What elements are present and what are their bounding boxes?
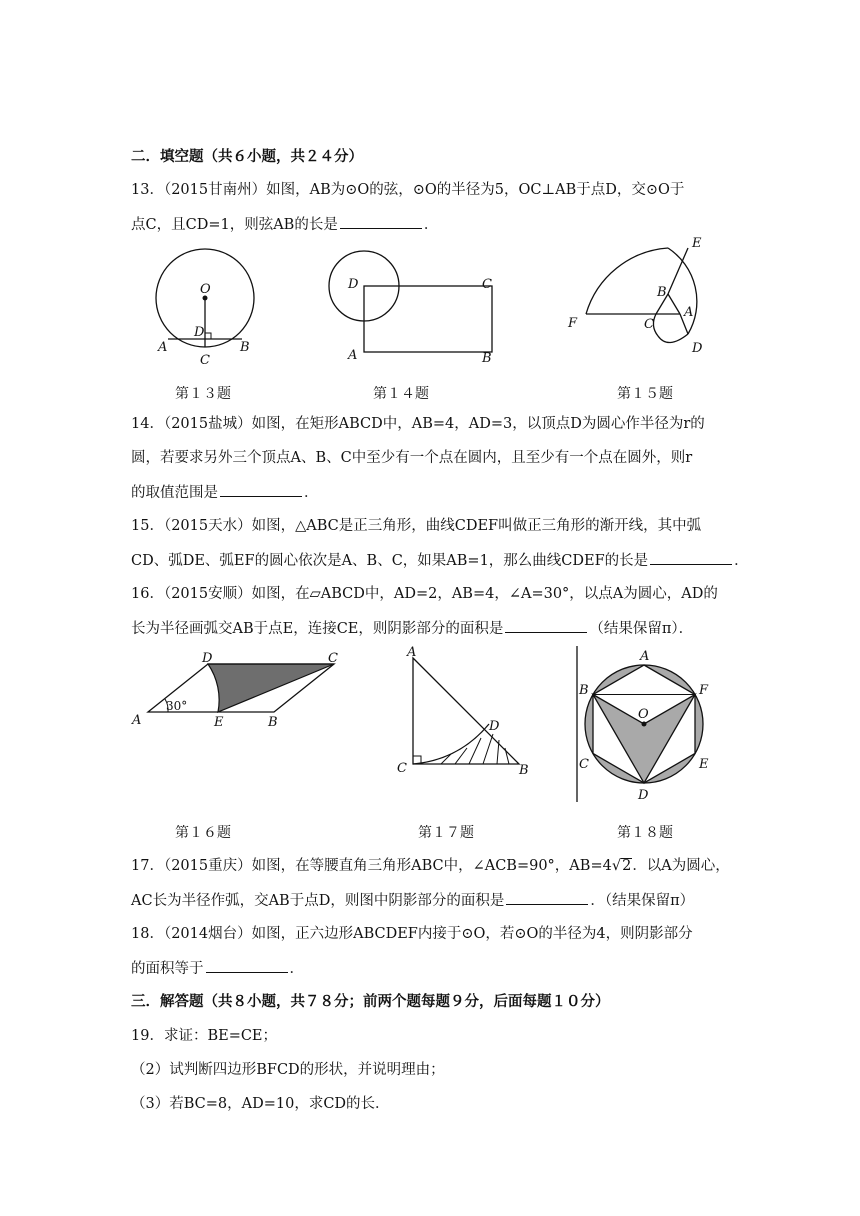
question-15-line-2 <box>131 550 749 571</box>
center-o <box>642 722 647 727</box>
figure-17-right-triangle <box>393 642 533 780</box>
label-e: E <box>699 757 709 772</box>
caption-figure-18: 第１８题 <box>617 825 673 841</box>
label-a: A <box>158 340 168 355</box>
question-18-text: 的面积等于 <box>131 961 204 977</box>
question-19-line-1: 19．求证：BE=CE； <box>131 1028 278 1044</box>
question-14-line-1: 14．（2015盐城）如图，在矩形ABCD中，AB=4，AD=3，以顶点D为圆心作半径为r的 <box>131 416 705 432</box>
right-angle-mark <box>205 333 211 339</box>
label-d: D <box>638 788 649 803</box>
label-d: D <box>692 341 703 356</box>
question-16-line-1: 16．（2015安顺）如图，在▱ABCD中，AD=2，AB=4，∠A=30°，以点A为圆心，AD的 <box>131 586 718 602</box>
question-14-line-2: 圆，若要求另外三个顶点A、B、C中至少有一个点在圆内，且至少有一个点在圆外，则r <box>131 450 693 466</box>
label-f: F <box>699 683 709 698</box>
label-a: A <box>684 305 694 320</box>
label-c: C <box>397 761 407 776</box>
answer-blank-13[interactable] <box>340 214 422 229</box>
caption-figure-15: 第１５题 <box>617 386 673 402</box>
question-17-line-1: 17．（2015重庆）如图，在等腰直角三角形ABC中，∠ACB=90°，AB=4√2．以A为圆心， <box>131 858 730 874</box>
label-c: C <box>200 353 210 368</box>
label-d: D <box>348 277 359 292</box>
question-15-text: CD、弧DE、弧EF的圆心依次是A、B、C，如果AB=1，那么曲线CDEF的长是 <box>131 553 649 569</box>
shaded-region-fill <box>413 724 519 764</box>
segment-be <box>668 248 688 294</box>
section-heading-answer: 三．解答题（共８小题，共７８分；前两个题每题９分，后面每题１０分） <box>131 993 610 1010</box>
question-17-text-2: AC长为半径作弧，交AB于点D，则图中阴影部分的面积是 <box>131 893 505 909</box>
question-13-text: 点C，且CD=1，则弦AB的长是 <box>131 217 338 233</box>
question-18-line-1: 18．（2014烟台）如图，正六边形ABCDEF内接于⊙O，若⊙O的半径为4，则阴影部分 <box>131 926 693 942</box>
question-16-text: 长为半径画弧交AB于点E，连接CE，则阴影部分的面积是 <box>131 621 504 637</box>
question-16-end: （结果保留π）． <box>589 621 694 637</box>
question-13-end: ． <box>423 217 439 233</box>
label-c: C <box>644 317 654 332</box>
label-o: O <box>200 282 211 297</box>
label-b: B <box>240 340 250 355</box>
caption-figure-13: 第１３题 <box>175 386 231 402</box>
label-c: C <box>328 651 338 666</box>
question-15-end: ． <box>734 553 749 569</box>
label-b: B <box>657 285 667 300</box>
question-17-line-2 <box>131 890 694 911</box>
label-b: B <box>579 683 589 698</box>
label-b: B <box>519 763 529 778</box>
figure-16-parallelogram <box>128 650 348 732</box>
label-a: A <box>348 348 358 363</box>
answer-blank-15[interactable] <box>650 550 732 565</box>
shaded-region <box>208 664 334 712</box>
figure-15-involute <box>564 232 724 358</box>
question-13-line-2 <box>131 214 438 235</box>
question-14-text: 的取值范围是 <box>131 485 218 501</box>
question-14-line-3 <box>131 482 319 503</box>
label-a: A <box>640 649 650 664</box>
label-b: B <box>482 351 492 366</box>
arc-cd <box>653 314 688 343</box>
answer-blank-17[interactable] <box>506 890 588 905</box>
label-a: A <box>407 645 417 660</box>
label-e: E <box>214 715 224 730</box>
question-14-end: ． <box>304 485 319 501</box>
label-a: A <box>132 713 142 728</box>
question-19-line-2: （2）试判断四边形BFCD的形状，并说明理由； <box>131 1062 445 1078</box>
question-17-text: 17．（2015重庆）如图，在等腰直角三角形ABC中，∠ACB=90°，AB=4 <box>131 858 612 874</box>
answer-blank-16[interactable] <box>505 618 587 633</box>
question-19-line-3: （3）若BC=8，AD=10，求CD的长． <box>131 1096 390 1112</box>
figure-18-hexagon <box>572 644 718 804</box>
caption-figure-16: 第１６题 <box>175 825 231 841</box>
answer-blank-18[interactable] <box>206 958 288 973</box>
label-o: O <box>638 707 649 722</box>
label-angle-30: 30° <box>166 699 188 713</box>
question-18-line-2 <box>131 958 304 979</box>
caption-figure-17: 第１７题 <box>418 825 474 841</box>
sqrt-2: 2 <box>622 858 632 874</box>
section-heading-fill-blank: 二．填空题（共６小题，共２４分） <box>131 148 363 165</box>
figure-14-rectangle-circle <box>322 246 502 368</box>
label-f: F <box>568 316 578 331</box>
question-13-line-1: 13．（2015甘南州）如图，AB为⊙O的弦，⊙O的半径为5，OC⊥AB于点D，交⊙O于 <box>131 182 685 198</box>
question-17-text-cont: ．以A为圆心， <box>632 858 730 874</box>
question-18-end: ． <box>289 961 304 977</box>
label-c: C <box>579 757 589 772</box>
caption-figure-14: 第１４题 <box>373 386 429 402</box>
arc-ef <box>586 248 668 314</box>
label-b: B <box>268 715 278 730</box>
label-d: D <box>194 325 205 340</box>
label-d: D <box>202 651 213 666</box>
segment-ba <box>668 294 680 314</box>
rectangle-abcd <box>364 286 492 352</box>
label-e: E <box>692 236 702 251</box>
question-16-line-2 <box>131 618 693 639</box>
figure-13-circle-chord <box>150 248 262 370</box>
question-17-end: ．（结果保留π） <box>590 893 695 909</box>
question-15-line-1: 15．（2015天水）如图，△ABC是正三角形，曲线CDEF叫做正三角形的渐开线，其中弧 <box>131 518 702 534</box>
answer-blank-14[interactable] <box>220 482 302 497</box>
label-c: C <box>482 277 492 292</box>
label-d: D <box>489 719 500 734</box>
